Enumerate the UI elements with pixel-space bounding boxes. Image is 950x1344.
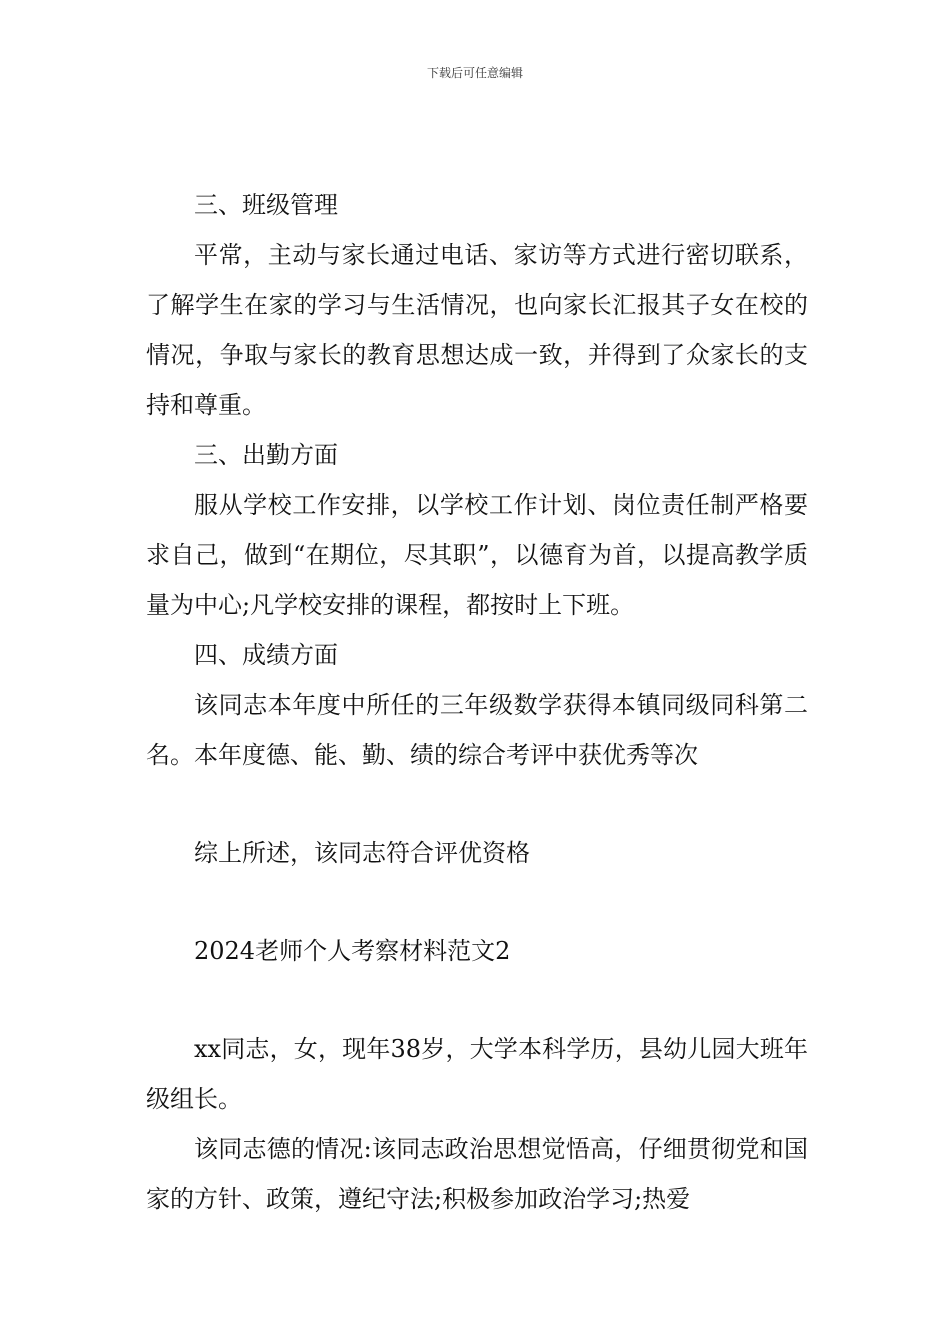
spacer: [146, 878, 808, 926]
paragraph-class-management: 平常，主动与家长通过电话、家访等方式进行密切联系，了解学生在家的学习与生活情况，也向家长汇报其子女在校的情况，争取与家长的教育思想达成一致，并得到了众家长的支持和尊重。: [146, 241, 808, 419]
spacer: [146, 780, 808, 828]
document-body: [146, 180, 808, 1224]
section-heading-class-management: 三、班级管理: [194, 191, 338, 219]
section-heading-attendance: 三、出勤方面: [194, 441, 338, 469]
section-title-sample-2: 2024老师个人考察材料范文2: [194, 937, 511, 965]
paragraph-attendance: 服从学校工作安排，以学校工作计划、岗位责任制严格要求自己，做到“在期位，尽其职”，以德育为首，以提高教学质量为中心;凡学校安排的课程，都按时上下班。: [146, 491, 808, 619]
paragraph-summary: 综上所述，该同志符合评优资格: [194, 839, 530, 867]
paragraph-moral-conduct: 该同志德的情况:该同志政治思想觉悟高，仔细贯彻党和国家的方针、政策，遵纪守法;积极参加政治学习;热爱: [146, 1135, 808, 1213]
section-heading-achievements: 四、成绩方面: [194, 641, 338, 669]
paragraph-achievements: 该同志本年度中所任的三年级数学获得本镇同级同科第二名。本年度德、能、勤、绩的综合考评中获优秀等次: [146, 691, 808, 769]
page-header: 下载后可任意编辑: [426, 66, 523, 80]
spacer: [146, 976, 808, 1024]
paragraph-introduction: xx同志，女，现年38岁，大学本科学历，县幼儿园大班年级组长。: [146, 1035, 808, 1113]
